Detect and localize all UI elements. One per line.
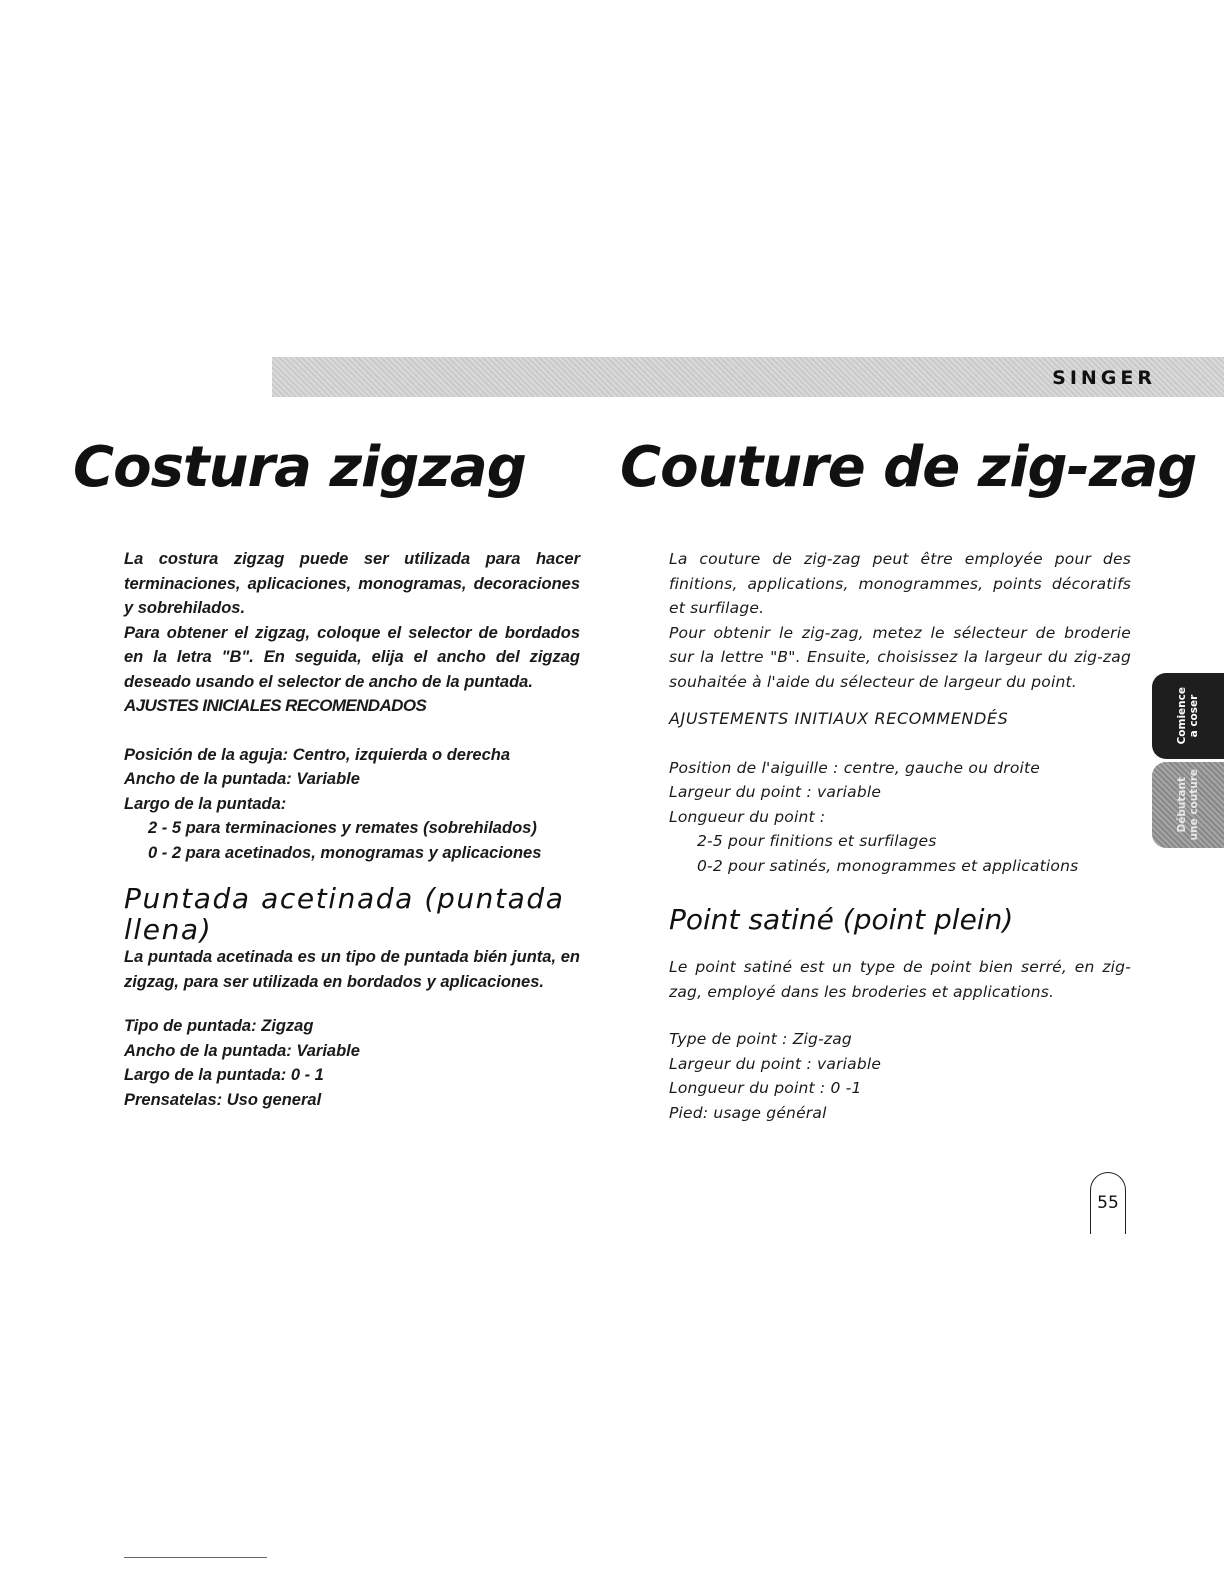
spanish-column [124, 547, 580, 1112]
satin-paragraph: La puntada acetinada es un tipo de puntada bién junta, en zigzag, para ser utilizada en bordados y aplicaciones. [124, 948, 580, 991]
settings-item: Ancho de la puntada: Variable [124, 770, 360, 788]
side-tab-label: Débutant une couture [1176, 769, 1200, 841]
settings-item: Tipo de puntada: Zigzag [124, 1017, 314, 1035]
header-bar [272, 357, 1224, 397]
settings-item: 2 - 5 para terminaciones y remates (sobrehilados) [148, 819, 537, 837]
page-number: 55 [1097, 1193, 1119, 1213]
brand-logo: SINGER [1052, 367, 1156, 389]
settings-item: Largeur du point : variable [669, 783, 882, 801]
settings-item: 0-2 pour satinés, monogrammes et applications [697, 856, 1079, 875]
settings-item: Largo de la puntada: 0 - 1 [124, 1066, 324, 1084]
settings-list [669, 756, 1131, 879]
settings-item: Ancho de la puntada: Variable [124, 1041, 360, 1060]
settings-item: 2-5 pour finitions et surfilages [697, 832, 937, 850]
settings-item: 0 - 2 para acetinados, monogramas y aplicaciones [148, 843, 542, 862]
instructions-paragraph: Pour obtenir le zig-zag, metez le sélecteur de broderie sur la lettre "B". Ensuite, choisissez la largeur du zig-zag souhaitée à l'aide du sélecteur de largeur du point. [669, 623, 1131, 691]
settings-item: Prensatelas: Uso general [124, 1090, 322, 1109]
footnote-rule [124, 1557, 267, 1558]
side-tab-debutant[interactable] [1152, 762, 1224, 848]
settings-heading: AJUSTEMENTS INITIAUX RECOMMENDÉS [669, 709, 1009, 728]
page-title-fr: Couture de zig-zag [620, 435, 1197, 500]
page-number-box [1090, 1172, 1126, 1234]
intro-paragraph: La costura zigzag puede ser utilizada para hacer terminaciones, aplicaciones, monogramas, decoraciones y sobrehilados. [124, 550, 580, 617]
satin-heading: Puntada acetinada (puntada llena) [124, 882, 565, 946]
settings-item: Position de l'aiguille : centre, gauche ou droite [669, 758, 1041, 777]
satin-paragraph: Le point satiné est un type de point bien serré, en zig-zag, employé dans les broderies et applications. [669, 958, 1131, 1001]
intro-paragraph: La couture de zig-zag peut être employée pour des finitions, applications, monogrammes, points décoratifs et surfilage. [669, 550, 1131, 617]
satin-settings-list [669, 1027, 1131, 1125]
settings-item: Longueur du point : 0 -1 [669, 1079, 862, 1097]
french-column [669, 547, 1131, 1125]
satin-heading: Point satiné (point plein) [669, 903, 1014, 936]
settings-item: Posición de la aguja: Centro, izquierda o derecha [124, 745, 511, 764]
settings-list [124, 743, 580, 866]
settings-heading: AJUSTES INICIALES RECOMENDADOS [124, 696, 427, 715]
settings-item: Type de point : Zig-zag [669, 1030, 852, 1048]
side-tab-label: Comience a coser [1176, 687, 1200, 745]
settings-item: Largeur du point : variable [669, 1054, 882, 1073]
settings-item: Largo de la puntada: [124, 794, 287, 813]
settings-item: Longueur du point : [669, 807, 826, 826]
side-tab-comience[interactable] [1152, 673, 1224, 759]
settings-item: Pied: usage général [669, 1103, 827, 1122]
instructions-paragraph: Para obtener el zigzag, coloque el selector de bordados en la letra "B". En seguida, elija el ancho del zigzag deseado usando el selector de ancho de la puntada. [124, 623, 580, 691]
page-title-es: Costura zigzag [73, 435, 526, 500]
satin-settings-list [124, 1014, 580, 1112]
